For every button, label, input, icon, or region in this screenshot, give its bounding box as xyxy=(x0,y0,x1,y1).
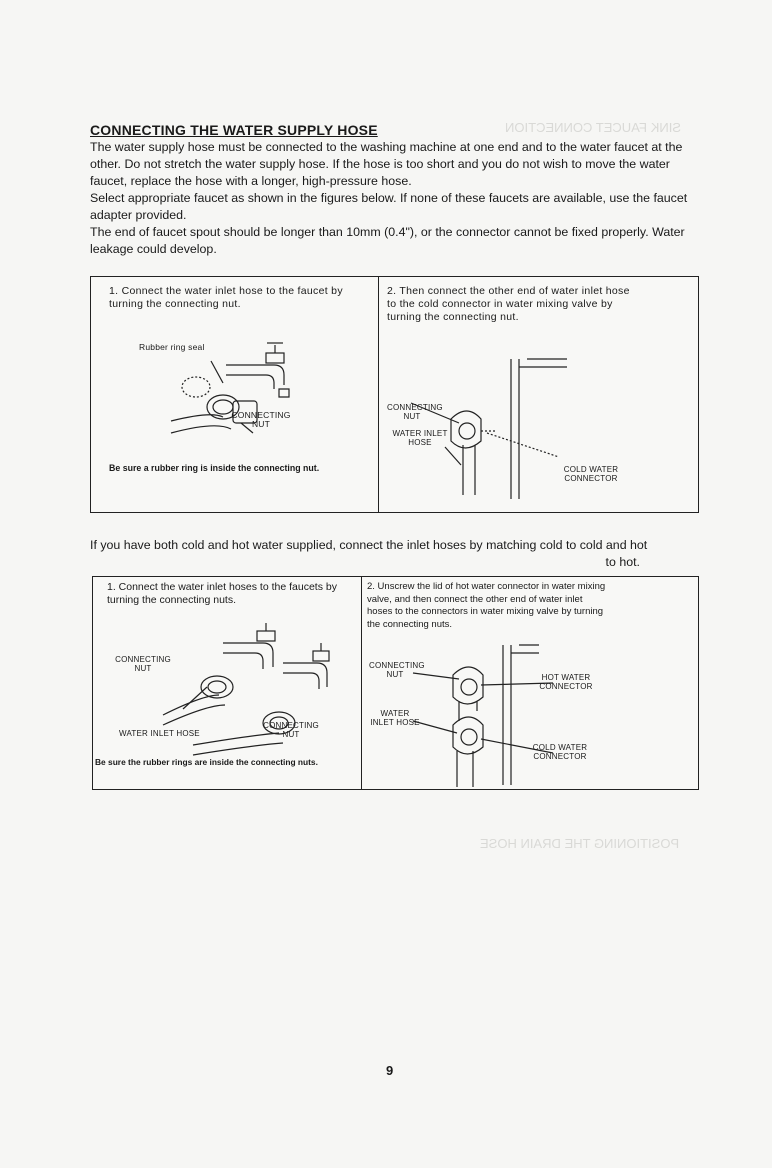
instruction-line: If you have both cold and hot water supplied, connect the inlet hoses by matching cold to cold and hot xyxy=(90,538,648,552)
figure1-step1: 1. Connect the water inlet hose to the faucet by turning the connecting nut. xyxy=(109,285,343,310)
water-inlet-hose-label: WATER INLET HOSE xyxy=(392,429,448,447)
water-inlet-hose-label: WATER INLET HOSE xyxy=(370,709,420,727)
figure-single-connection xyxy=(90,276,699,513)
figure-divider xyxy=(378,277,379,512)
bleed-through-text: SINK FAUCET CONNECTION xyxy=(505,120,682,135)
figure2-note: Be sure the rubber rings are inside the connecting nuts. xyxy=(95,757,318,767)
water-inlet-hose-label: WATER INLET HOSE xyxy=(119,729,200,738)
connecting-nut-label: CONNECTING NUT xyxy=(369,661,425,679)
intro-paragraph: Select appropriate faucet as shown in the figures below. If none of these faucets are available, use the faucet adapter provided. xyxy=(90,191,688,222)
cold-water-connector-label: COLD WATER CONNECTOR xyxy=(532,743,588,761)
figure1-step2: 2. Then connect the other end of water inlet hose to the cold connector in water mixing valve by turning the connecting nut. xyxy=(387,285,630,323)
connecting-nut-label: CONNECTING NUT xyxy=(115,655,171,673)
figure2-step1: 1. Connect the water inlet hoses to the faucets by turning the connecting nuts. xyxy=(107,581,337,606)
figure2-step2: 2. Unscrew the lid of hot water connector in water mixing valve, and then connect the other end of water inlet hoses to the connectors in water mixing valve by turning the connecting nuts. xyxy=(367,581,606,630)
mixing-valve-illustration xyxy=(391,349,691,499)
intro-text xyxy=(90,139,700,258)
hot-cold-instruction xyxy=(90,537,700,571)
hot-water-connector-label: HOT WATER CONNECTOR xyxy=(539,673,593,691)
rubber-ring-seal-label: Rubber ring seal xyxy=(139,342,205,352)
intro-paragraph: The water supply hose must be connected to the washing machine at one end and to the water faucet at the other. Do not stretch the water supply hose. If the hose is too short and you do not wish to move the water faucet, replace the hose with a longer, high-pressure hose. xyxy=(90,140,683,188)
connecting-nut-label: CONNECTING NUT xyxy=(231,410,291,429)
connecting-nut-label: CONNECTING NUT xyxy=(387,403,443,421)
bleed-through-text: POSITIONING THE DRAIN HOSE xyxy=(480,836,680,851)
instruction-line: to hot. xyxy=(605,555,640,569)
cold-water-connector-label: COLD WATER CONNECTOR xyxy=(563,465,619,483)
page-number: 9 xyxy=(386,1063,394,1078)
connecting-nut-label: CONNECTING NUT xyxy=(263,721,319,739)
intro-paragraph: The end of faucet spout should be longer than 10mm (0.4"), or the connector cannot be fixed properly. Water leakage could develop. xyxy=(90,225,685,256)
section-title: CONNECTING THE WATER SUPPLY HOSE xyxy=(90,122,378,138)
figure1-note: Be sure a rubber ring is inside the connecting nut. xyxy=(109,463,320,473)
figure-dual-connection xyxy=(92,576,699,790)
